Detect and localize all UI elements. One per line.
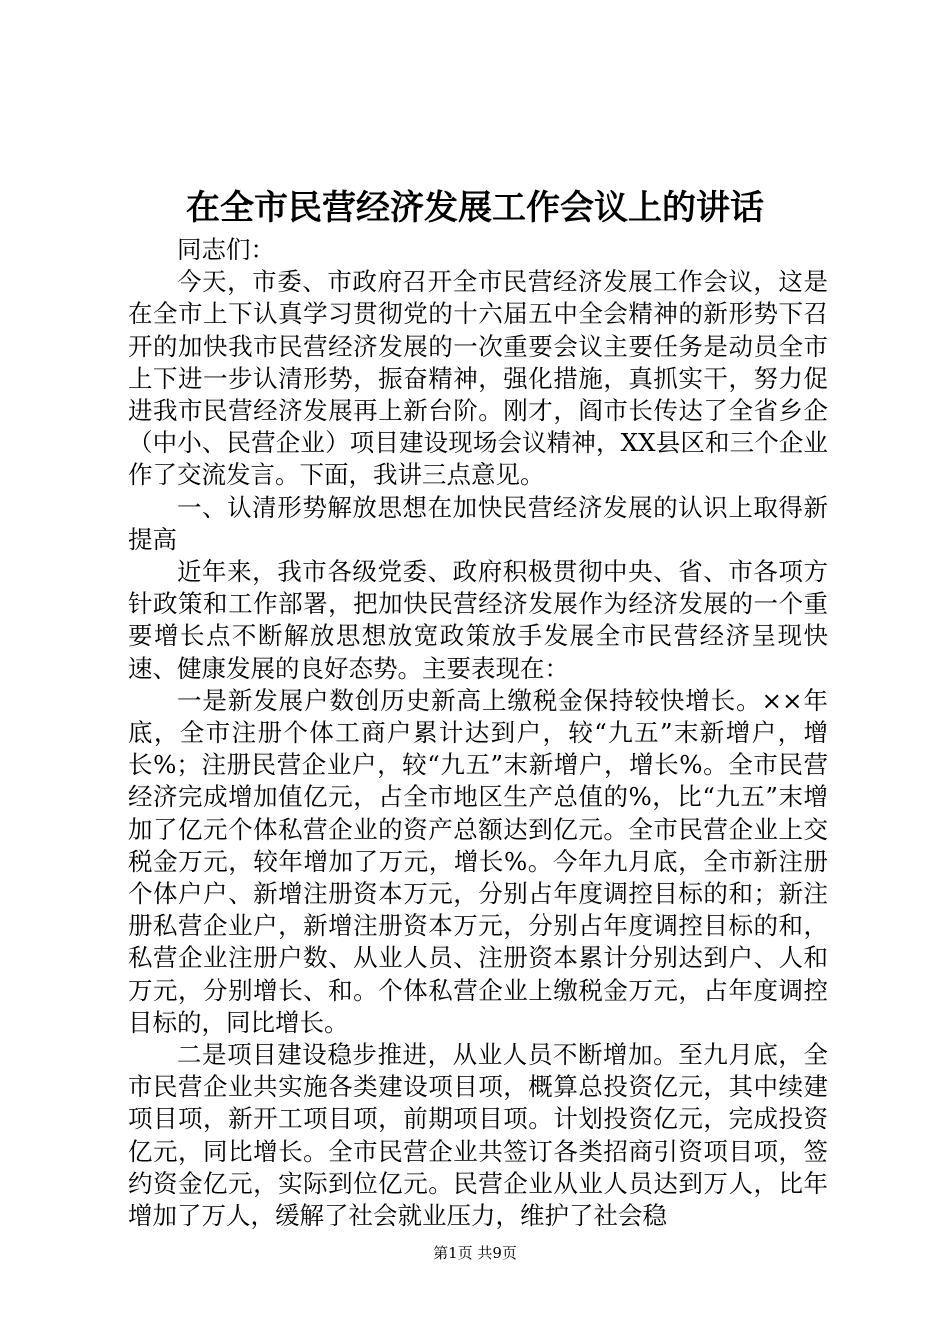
page-footer: 第1页 共9页 — [433, 1244, 517, 1262]
paragraph-opening: 今天，市委、市政府召开全市民营经济发展工作会议，这是在全市上下认真学习贯彻党的十六届五中全会精神的新形势下召开的加快我市民营经济发展的一次重要会议主要任务是动员全市上下进一步认清形势，振奋精神，强化措施，真抓实干，努力促进我市民营经济发展再上新台阶。刚才，阎市长传达了全省乡企（中小、民营企业）项目建设现场会议精神，XX县区和三个企业作了交流发言。下面，我讲三点意见。 — [128, 267, 828, 490]
paragraph-point-1: 一是新发展户数创历史新高上缴税金保持较快增长。××年底，全市注册个体工商户累计达到户，较“九五”末新增户，增长%；注册民营企业户，较“九五”末新增户，增长%。全市民营经济完成增加值亿元，占全市地区生产总值的%，比“九五”末增加了亿元个体私营企业的资产总额达到亿元。全市民营企业上交税金万元，较年增加了万元，增长%。今年九月底，全市新注册个体户户、新增注册资本万元，分别占年度调控目标的和；新注册私营企业户，新增注册资本万元，分别占年度调控目标的和，私营企业注册户数、从业人员、注册资本累计分别达到户、人和万元，分别增长、和。个体私营企业上缴税金万元，占年度调控目标的，同比增长。 — [128, 685, 828, 1037]
document-body — [128, 234, 828, 1232]
salutation: 同志们： — [177, 235, 275, 264]
paragraph-point-2: 二是项目建设稳步推进，从业人员不断增加。至九月底，全市民营企业共实施各类建设项目项，概算总投资亿元，其中续建项目项，新开工项目项，前期项目项。计划投资亿元，完成投资亿元，同比增长。全市民营企业共签订各类招商引资项目项，签约资金亿元，实际到位亿元。民营企业从业人员达到万人，比年增加了万人，缓解了社会就业压力，维护了社会稳 — [128, 1040, 828, 1231]
section-heading-1: 一、认清形势解放思想在加快民营经济发展的认识上取得新提高 — [128, 492, 828, 554]
document-title: 在全市民营经济发展工作会议上的讲话 — [186, 188, 764, 228]
paragraph-recent-years: 近年来，我市各级党委、政府积极贯彻中央、省、市各项方针政策和工作部署，把加快民营经济发展作为经济发展的一个重要增长点不断解放思想放宽政策放手发展全市民营经济呈现快速、健康发展的良好态势。主要表现在： — [128, 557, 828, 683]
